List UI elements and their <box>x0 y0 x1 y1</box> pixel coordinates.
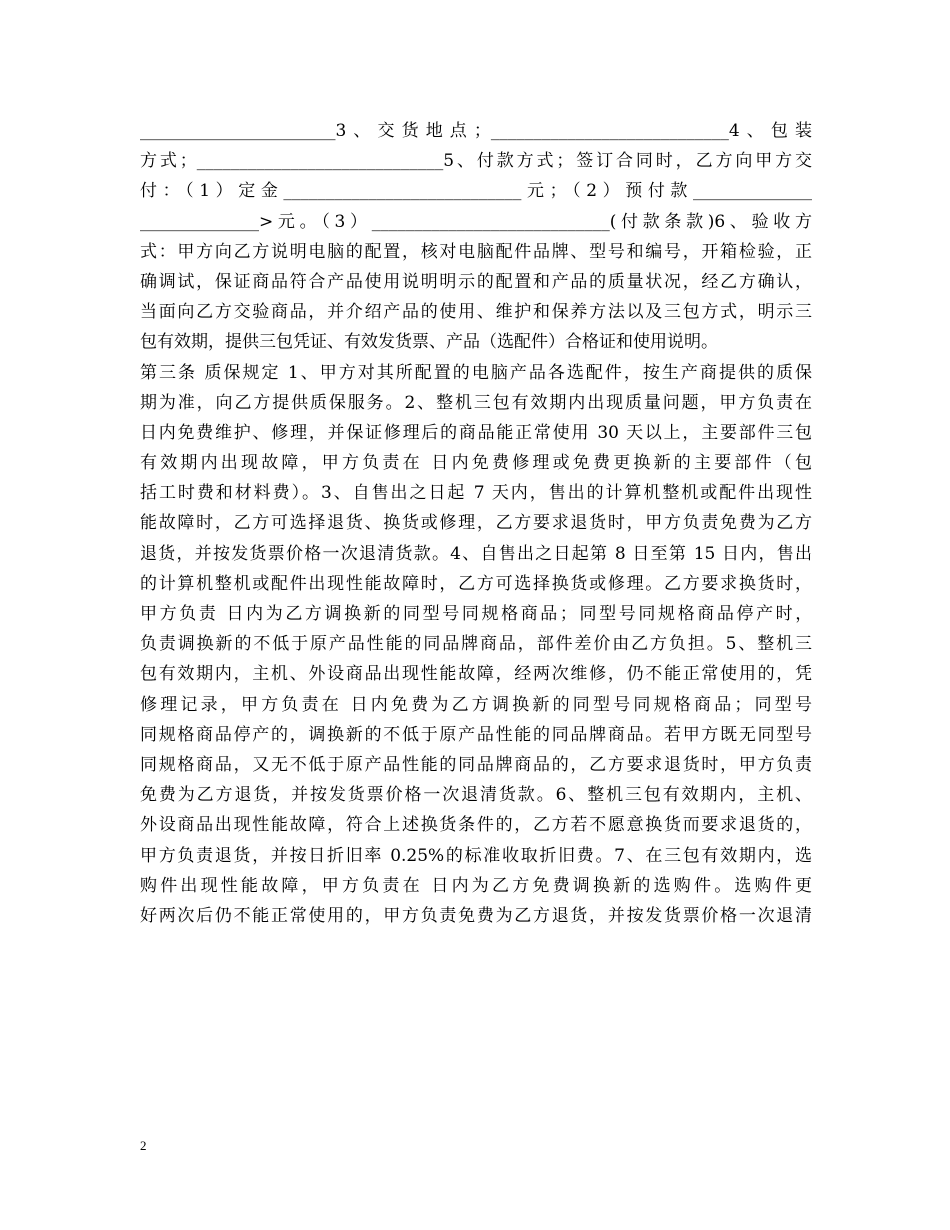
text-line: 式：甲方向乙方说明电脑的配置，核对电脑配件品牌、型号和编号，开箱检验，正 <box>140 241 812 262</box>
page-number: 2 <box>140 1138 147 1153</box>
text-line: 方式；_____________________________5、付款方式；签订合同时，乙方向甲方交 <box>140 151 812 172</box>
text-line: 括工时费和材料费）。3、自售出之日起 7 天内，售出的计算机整机或配件出现性 <box>140 483 812 504</box>
text-line: 的计算机整机或配件出现性能故障时，乙方可选择换货或修理。乙方要求换货时， <box>140 573 812 594</box>
text-line: 当面向乙方交验商品，并介绍产品的使用、维护和保养方法以及三包方式，明示三 <box>140 302 812 323</box>
text-line: 日内免费维护、修理，并保证修理后的商品能正常使用 30 天以上，主要部件三包 <box>140 422 812 443</box>
text-line: 能故障时，乙方可选择退货、换货或修理，乙方要求退货时，甲方负责免费为乙方 <box>140 513 812 534</box>
text-line: 免费为乙方退货，并按发货票价格一次退清货款。6、整机三包有效期内，主机、 <box>140 785 812 806</box>
text-line: 外设商品出现性能故障，符合上述换货条件的，乙方若不愿意换货而要求退货的， <box>140 815 812 836</box>
text-line: 负责调换新的不低于原产品性能的同品牌商品，部件差价由乙方负担。5、整机三 <box>140 634 812 655</box>
text-line: 第三条 质保规定 1、甲方对其所配置的电脑产品各选配件，按生产商提供的质保 <box>140 362 812 383</box>
text-line: 退货，并按发货票价格一次退清货款。4、自售出之日起第 8 日至第 15 日内，售出 <box>140 543 812 564</box>
text-line: 包有效期内，主机、外设商品出现性能故障，经两次维修，仍不能正常使用的，凭 <box>140 664 812 685</box>
text-line: 期为准，向乙方提供质保服务。2、整机三包有效期内出现质量问题，甲方负责在 <box>140 392 812 413</box>
text-line: 确调试，保证商品符合产品使用说明明示的配置和产品的质量状况，经乙方确认， <box>140 271 812 292</box>
text-line: 同规格商品停产的，调换新的不低于原产品性能的同品牌商品。若甲方既无同型号 <box>140 724 812 745</box>
text-line: 修理记录，甲方负责在 日内免费为乙方调换新的同型号同规格商品；同型号 <box>140 694 812 715</box>
text-line: 好两次后仍不能正常使用的，甲方负责免费为乙方退货，并按发货票价格一次退清 <box>140 905 812 926</box>
text-line: 购件出现性能故障，甲方负责在 日内为乙方免费调换新的选购件。选购件更 <box>140 875 812 896</box>
text-line: _______________________3、交货地点；____________________________4、包装 <box>140 121 812 141</box>
text-line: ______________>元。（3）____________________________(付款条款)6、验收方 <box>140 211 812 232</box>
text-line: 有效期内出现故障，甲方负责在 日内免费修理或免费更换新的主要部件（包 <box>140 453 812 474</box>
text-line: 包有效期，提供三包凭证、有效发货票、产品（选配件）合格证和使用说明。 <box>140 332 718 353</box>
text-line: 同规格商品，又无不低于原产品性能的同品牌商品的，乙方要求退货时，甲方负责 <box>140 754 812 775</box>
text-line: 甲方负责 日内为乙方调换新的同型号同规格商品；同型号同规格商品停产时， <box>140 604 812 624</box>
text-line: 甲方负责退货，并按日折旧率 0.25%的标准收取折旧费。7、在三包有效期内，选 <box>140 845 812 866</box>
contract-body-text <box>140 116 812 931</box>
text-line: 付：（1）定金____________________________元；（2）预付款______________ <box>140 181 812 202</box>
